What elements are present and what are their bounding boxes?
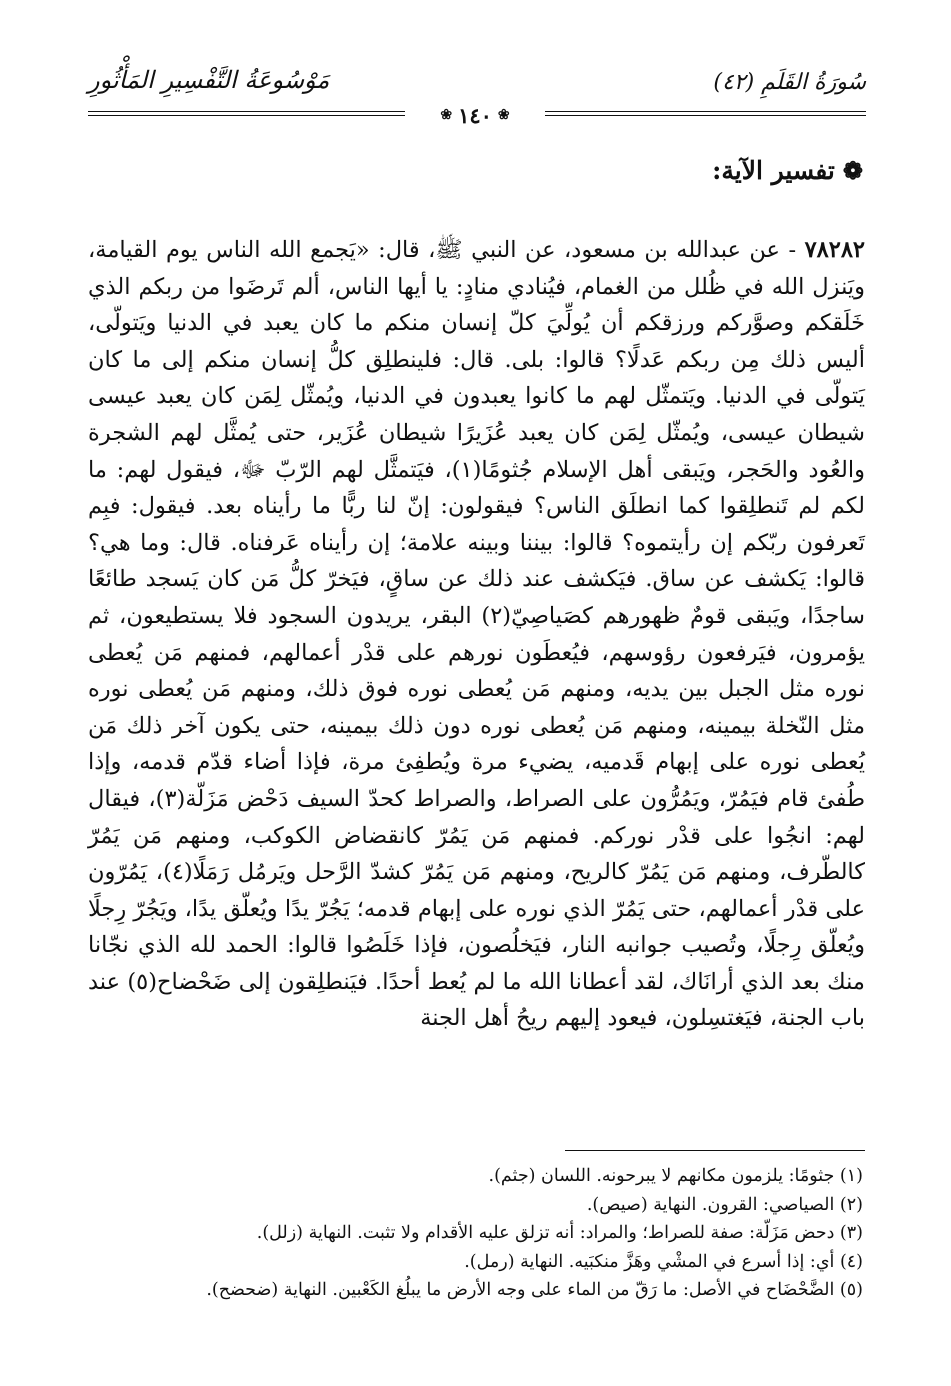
footnote-2: (٢) الصياصي: القرون. النهاية (صيص). <box>586 1194 863 1215</box>
footnote-1: (١) جثومًا: يلزمون مكانهم لا يبرحونه. اللسان (جثم). <box>488 1166 863 1186</box>
hadith-paragraph <box>88 232 865 1037</box>
book-title: مَوْسُوعَةُ التَّفْسِيرِ المَأْثُورِ <box>88 66 330 94</box>
section-heading <box>712 156 863 185</box>
flower-ornament-icon: ❁ <box>842 156 863 185</box>
page-number-box <box>405 100 545 130</box>
page-number: ١٤٠ <box>458 102 492 128</box>
surah-title: سُورَةُ القَلَمِ (٤٢) <box>713 70 866 95</box>
ornament-left-icon: ❀ <box>440 107 453 123</box>
hadith-body <box>88 232 865 1037</box>
footnotes <box>88 1162 863 1305</box>
section-heading-label: تفسير الآية: <box>712 156 835 185</box>
footnote-5: (٥) الضَّحْضَاح في الأصل: ما رَقّ من الماء على وجه الأرض ما يبلُغ الكَعْبين. النهاية (ضحضح). <box>206 1280 863 1300</box>
ornament-right-icon: ❀ <box>497 107 510 123</box>
hadith-text: - عن عبدالله بن مسعود، عن النبي ﷺ، قال: «يَجمع الله الناس يوم القيامة، ويَنزل الله في ظُلل من الغمام، فيُنادي منادٍ: يا أيها الناس، ألم تَرضَوا من ربكم الذي خَلَقكم وصوَّركم ورزقكم أن يُولِّيَ كلّ إنسان منكم ما كان يعبد في الدنيا ويَتولّى، أليس ذلك مِن ربكم عَدلًا؟ قالوا: بلى. قال: فلينطلِق كلُّ إنسان منكم إلى ما كان يَتولّى في الدنيا. ويَتمثّل لهم ما كانوا يعبدون في الدنيا، ويُمثّل لِمَن كان يعبد عيسى شيطان عيسى، ويُمثّل لِمَن كان يعبد عُزَيرًا شيطان عُزَير، حتى يُمثَّل لهم الشجرة والعُود والحَجر، ويَبقى أهل الإسلام جُثومًا(١)، فيَتمثَّل لهم الرّبّ ﷻ، فيقول لهم: ما لكم لم تَنطلِقوا كما انطلَق الناس؟ فيقولون: إنّ لنا ربًّا ما رأيناه بعد. فيقول: فبِم تَعرفون ربّكم إن رأيتموه؟ قالوا: بيننا وبينه علامة؛ إن رأيناه عَرفناه. قال: وما هي؟ قالوا: يَكشف عن ساق. فيَكشف عند ذلك عن ساقٍ، فيَخرّ كلُّ مَن كان يَسجد طائعًا ساجدًا، ويَبقى قومٌ ظهورهم كصَياصِيّ(٢) البقر، يريدون السجود فلا يستطيعون، ثم يؤمرون، فيَرفعون رؤوسهم، فيُعطَون نورهم على قدْر أعمالهم، فمنهم مَن يُعطى نوره مثل الجبل بين يديه، ومنهم مَن يُعطى نوره فوق ذلك، ومنهم مَن يُعطى نوره مثل النّخلة بيمينه، ومنهم مَن يُعطى نوره دون ذلك بيمينه، حتى يكون آخر ذلك مَن يُعطى نوره على إبهام قَدميه، يضيء مرة ويُطفِئ مرة، فإذا أضاء قدّم قدمه، وإذا طُفئ قام فيَمُرّ، ويَمُرُّون على الصراط، والصراط كحدّ السيف دَحْض مَزَلّة(٣)، فيقال لهم: انجُوا على قدْر نوركم. فمنهم مَن يَمُرّ كانقضاض الكوكب، ومنهم مَن يَمُرّ كالطّرف، ومنهم مَن يَمُرّ كالريح، ومنهم مَن يَمُرّ كشدّ الرَّحل ويَرمُل رَمَلًا(٤)، يَمُرّون على قدْر أعمالهم، حتى يَمُرّ الذي نوره على إبهام قدمه؛ يَجُرّ يدًا ويُعلّق يدًا، ويَجُرّ رِجلًا ويُعلّق رِجلًا، وتُصيب جوانبه النار، فيَخلُصون، فإذا خَلَصُوا قالوا: الحمد لله الذي نجّانا منك بعد الذي أرانَاك، لقد أعطانا الله ما لم يُعط أحدًا. فيَنطلِقون إلى ضَحْضاح(٥) عند باب الجنة، فيَغتسِلون، فيعود إليهم ريحُ أهل الجنة <box>88 237 866 1032</box>
hadith-number: ٧٨٢٨٢ <box>804 237 865 263</box>
footnote-3: (٣) دحض مَزَلّة: صفة للصراط؛ والمراد: أنه تزلق عليه الأقدام ولا تثبت. النهاية (زلل). <box>256 1223 863 1243</box>
footnote-4: (٤) أي: إذا أسرع في المشْي وهَزَّ منكبَيه. النهاية (رمل). <box>464 1251 863 1272</box>
footnote-separator <box>565 1150 865 1151</box>
